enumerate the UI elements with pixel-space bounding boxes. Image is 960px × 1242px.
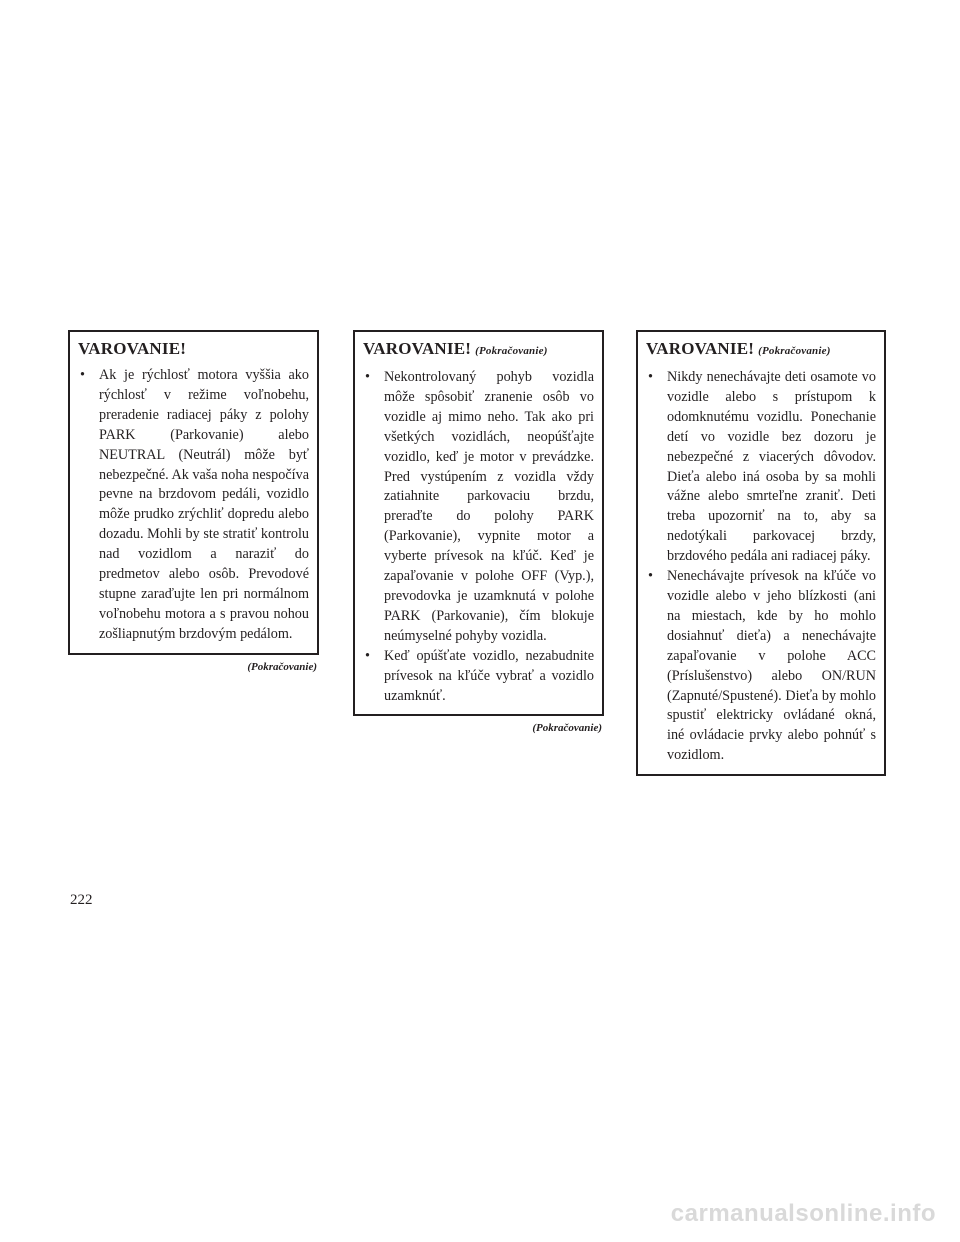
warning-bullet: • Keď opúšťate vozidlo, nezabudnite prívesok na kľúče vybrať a vozidlo uzamknúť. <box>363 647 594 707</box>
page-number: 222 <box>70 892 93 908</box>
warning-bullet: • Ak je rýchlosť motora vyššia ako rýchlosť v režime voľnobehu, preradenie radiacej páky z polohy PARK (Parkovanie) alebo NEUTRAL (Neutrál) môže byť nebezpečné. Ak vaša noha nespočíva pevne na brzdovom pedáli, vozidlo môže prudko zrýchliť dopredu alebo dozadu. Mohli by ste stratiť kontrolu nad vozidlom a naraziť do predmetov alebo osôb. Prevodové stupne zaraďujte len pri normálnom voľnobehu motora a s pravou nohou zošliapnutým brzdovým pedálom. <box>78 366 309 645</box>
warning-bullet: • Nenechávajte prívesok na kľúče vo vozidle alebo v jeho blízkosti (ani na miestach, kde by ho mohlo dosiahnuť dieťa) a nenechávajte zapaľovanie v polohe ACC (Príslušenstvo) alebo ON/RUN (Zapnuté/Spustené). Dieťa by mohlo spustiť elektricky ovládané okná, iné ovládacie prvky alebo pohnúť s vozidlom. <box>646 567 876 766</box>
warning-column-2 <box>353 330 604 734</box>
watermark: carmanualsonline.info <box>670 1200 936 1227</box>
warning-title <box>78 338 309 360</box>
warning-bullet-list <box>363 368 594 706</box>
warning-title-text: VAROVANIE! <box>646 339 755 358</box>
warning-title <box>646 338 876 362</box>
warning-bullet: • Nekontrolovaný pohyb vozidla môže spôsobiť zranenie osôb vo vozidle aj mimo neho. Tak ako pri všetkých vozidlách, neopúšťajte vozidlo, keď je motor v prevádzke. Pred vystúpením z vozidla vždy zatiahnite parkovaciu brzdu, preraďte do polohy PARK (Parkovanie), vypnite motor a vyberte prívesok na kľúč. Keď je zapaľovanie v polohe OFF (Vyp.), prevodovka je uzamknutá v polohe PARK (Parkovanie), čím blokuje neúmyselné pohyby vozidla. <box>363 368 594 647</box>
warning-bullet-list <box>646 368 876 766</box>
warning-title-continued: (Pokračovanie) <box>758 345 831 357</box>
warning-column-3 <box>636 330 886 776</box>
warning-box <box>68 330 319 655</box>
warning-title-text: VAROVANIE! <box>78 339 187 358</box>
warning-bullet-list <box>78 366 309 645</box>
warning-title-continued: (Pokračovanie) <box>475 345 548 357</box>
continued-note: (Pokračovanie) <box>247 660 317 673</box>
warning-box <box>353 330 604 716</box>
warning-box <box>636 330 886 776</box>
warning-bullet: • Nikdy nenechávajte deti osamote vo vozidle alebo s prístupom k odomknutému vozidlu. Ponechanie detí vo vozidle bez dozoru je nebezpečné z viacerých dôvodov. Dieťa alebo iná osoba by sa mohli vážne alebo smrteľne zraniť. Deti treba upozorniť na to, aby sa nedotýkali parkovacej brzdy, brzdového pedála ani radiacej páky. <box>646 368 876 567</box>
warning-column-1 <box>68 330 319 673</box>
continued-note: (Pokračovanie) <box>532 722 602 735</box>
warning-title-text: VAROVANIE! <box>363 339 472 358</box>
warning-title <box>363 338 594 362</box>
